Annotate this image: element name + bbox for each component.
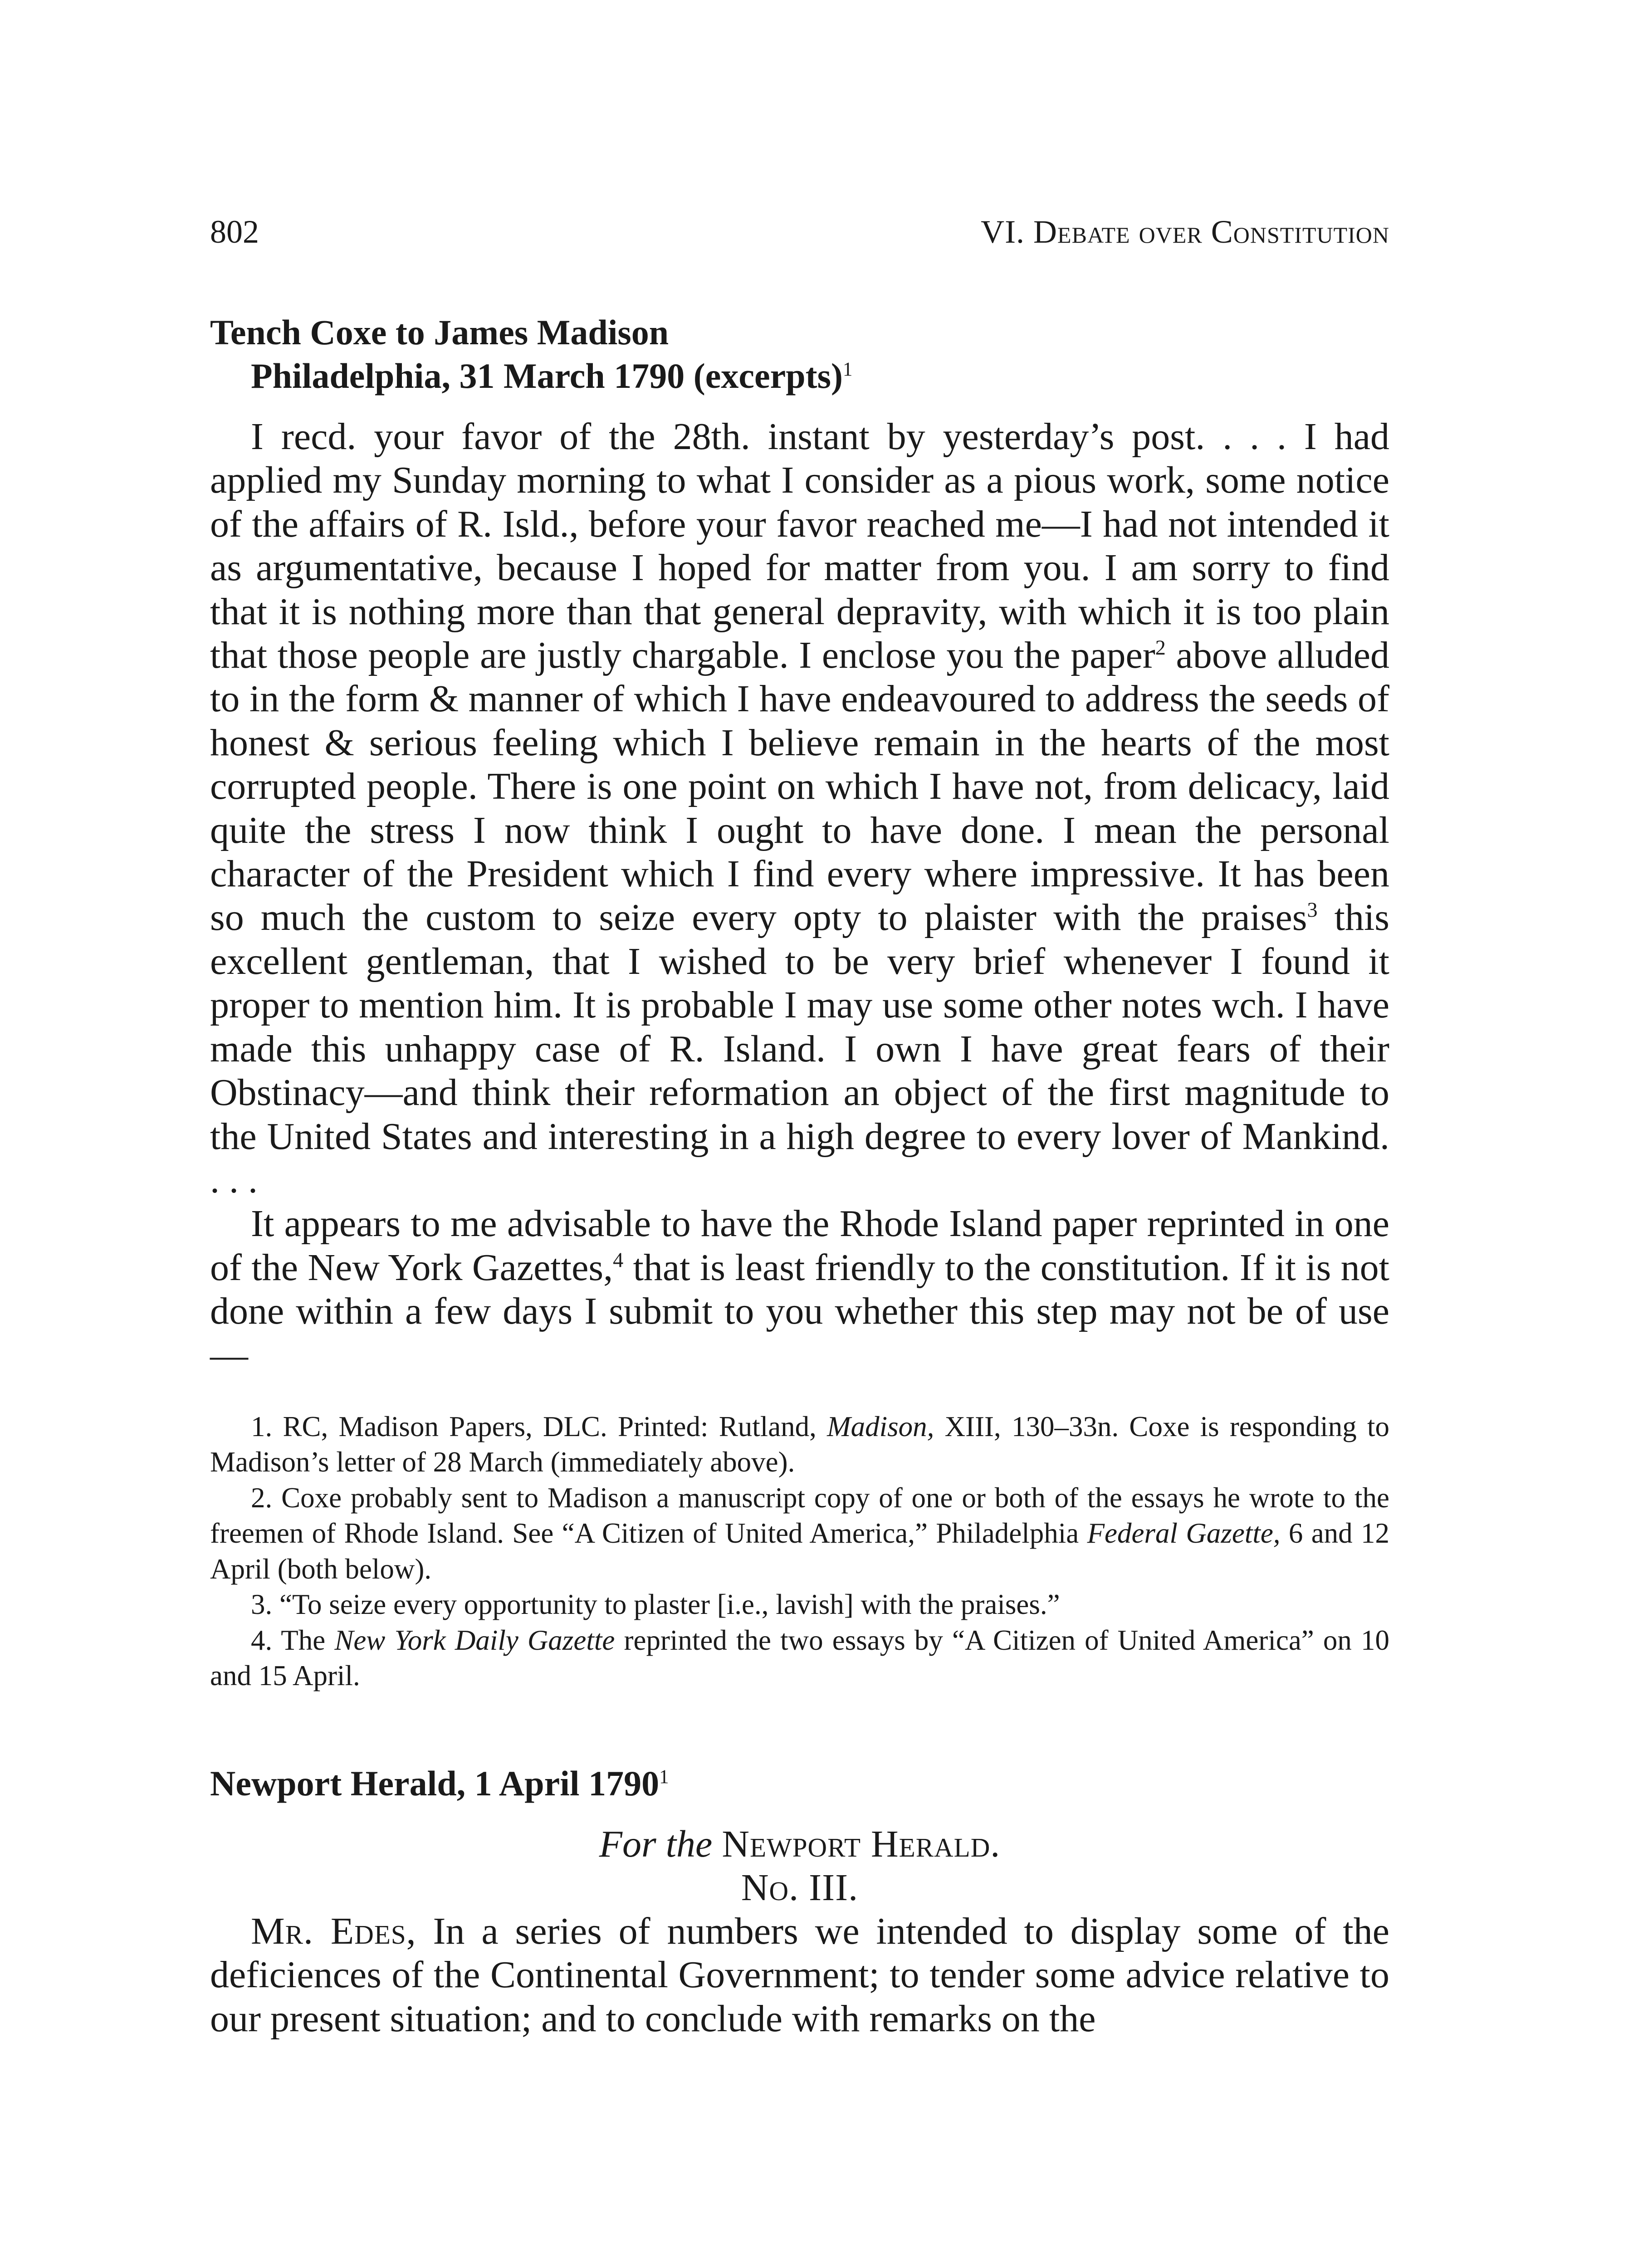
footnote-text: 2. Coxe probably sent to Madison a manuscript copy of one or both of the essays he wrote to the freemen of Rhode Island. See “A Citizen of United America,” Philadelphia bbox=[210, 1481, 1389, 1549]
paper-name: Newport Herald. bbox=[722, 1823, 1001, 1865]
footnote-text: XIII, 130–33n. Coxe is responding to Madison’s letter of 28 March (immediately above). bbox=[210, 1410, 1389, 1478]
salutation: Mr. Edes, bbox=[251, 1910, 416, 1952]
footnote-italic: Federal Gazette, bbox=[1087, 1517, 1281, 1549]
herald-section bbox=[210, 1762, 1389, 2041]
footnote-marker: 2 bbox=[1155, 636, 1166, 660]
footnote-1 bbox=[210, 1409, 1389, 1480]
herald-heading-text: Newport Herald, 1 April 1790 bbox=[210, 1763, 660, 1803]
paragraph-text: this excellent gentleman, that I wished to be very brief whenever I found it proper to mention him. It is probable I may use some other notes wch. I have made this unhappy case of R. Island. I own I have great fears of their Obstinacy—and think their reformation an object of the first magnitude to the United States and interesting in a high degree to every lover of Mankind. . . . bbox=[210, 896, 1389, 1201]
paragraph-text: above alluded to in the form & manner of which I have endeavoured to address the seeds of honest & serious feeling which I believe remain in the hearts of the most corrupted people. There is one point on which I have not, from delicacy, laid quite the stress I now think I ought to have done. I mean the personal character of the President which I find every where impressive. It has been so much the custom to seize every opty to plaister with the praises bbox=[210, 634, 1389, 939]
footnote-marker: 1 bbox=[659, 1766, 669, 1788]
letter-heading bbox=[210, 311, 1389, 398]
paragraph-text: It appears to me advisable to have the Rhode Island paper reprinted in one of the New York Gazettes, bbox=[210, 1202, 1389, 1289]
herald-heading bbox=[210, 1762, 1389, 1805]
paragraph-text: that is least friendly to the constitution. If it is not done within a few days I submit to you whether this step may not be of use— bbox=[210, 1246, 1389, 1376]
paragraph-text: In a series of numbers we intended to display some of the deficiences of the Continental Government; to tender some advice relative to our present situation; and to conclude with remarks on the bbox=[210, 1910, 1389, 2040]
footnote-marker: 3 bbox=[1307, 898, 1318, 922]
footnote-4 bbox=[210, 1623, 1389, 1694]
footnote-italic: Madison, bbox=[827, 1410, 934, 1442]
footnote-italic: New York Daily Gazette bbox=[334, 1624, 615, 1656]
letter-heading-date: Philadelphia, 31 March 1790 (excerpts) bbox=[251, 356, 843, 396]
letter-paragraph-2 bbox=[210, 1202, 1389, 1377]
footnote-text: 4. The bbox=[251, 1624, 335, 1656]
running-head bbox=[210, 213, 1389, 259]
letter-heading-line1: Tench Coxe to James Madison bbox=[210, 313, 669, 352]
footnote-text: reprinted the two essays by “A Citizen of United America” on 10 and 15 April. bbox=[210, 1624, 1390, 1692]
footnotes bbox=[210, 1409, 1389, 1694]
footnote-marker: 1 bbox=[842, 359, 853, 380]
footnote-text: 1. RC, Madison Papers, DLC. Printed: Rutland, bbox=[251, 1410, 827, 1442]
footnote-3: 3. “To seize every opportunity to plaster [i.e., lavish] with the praises.” bbox=[251, 1589, 1060, 1621]
running-title: VI. Debate over Constitution bbox=[981, 214, 1389, 250]
footnote-2 bbox=[210, 1480, 1389, 1587]
herald-paragraph-1 bbox=[210, 1910, 1389, 2041]
footnote-text: 6 and 12 April (both below). bbox=[210, 1517, 1390, 1585]
herald-body bbox=[210, 1910, 1389, 2041]
document-page bbox=[210, 213, 1389, 2041]
paragraph-text: I recd. your favor of the 28th. instant by yesterday’s post. . . . I had applied my Sunday morning to what I consider as a pious work, some notice of the affairs of R. Isld., before your favor reached me—I had not intended it as argumentative, because I hoped for matter from you. I am sorry to find that it is nothing more than that general depravity, with which it is too plain that those people are justly chargable. I enclose you the paper bbox=[210, 415, 1389, 677]
letter-paragraph-1 bbox=[210, 415, 1389, 1202]
letter-heading-line2 bbox=[210, 354, 1389, 398]
letter-body bbox=[210, 415, 1389, 1377]
herald-number: No. III. bbox=[741, 1866, 859, 1909]
footnote-marker: 4 bbox=[613, 1248, 624, 1271]
page-number: 802 bbox=[210, 214, 259, 250]
herald-masthead bbox=[210, 1823, 1389, 1866]
for-the-text: For the bbox=[599, 1823, 713, 1865]
